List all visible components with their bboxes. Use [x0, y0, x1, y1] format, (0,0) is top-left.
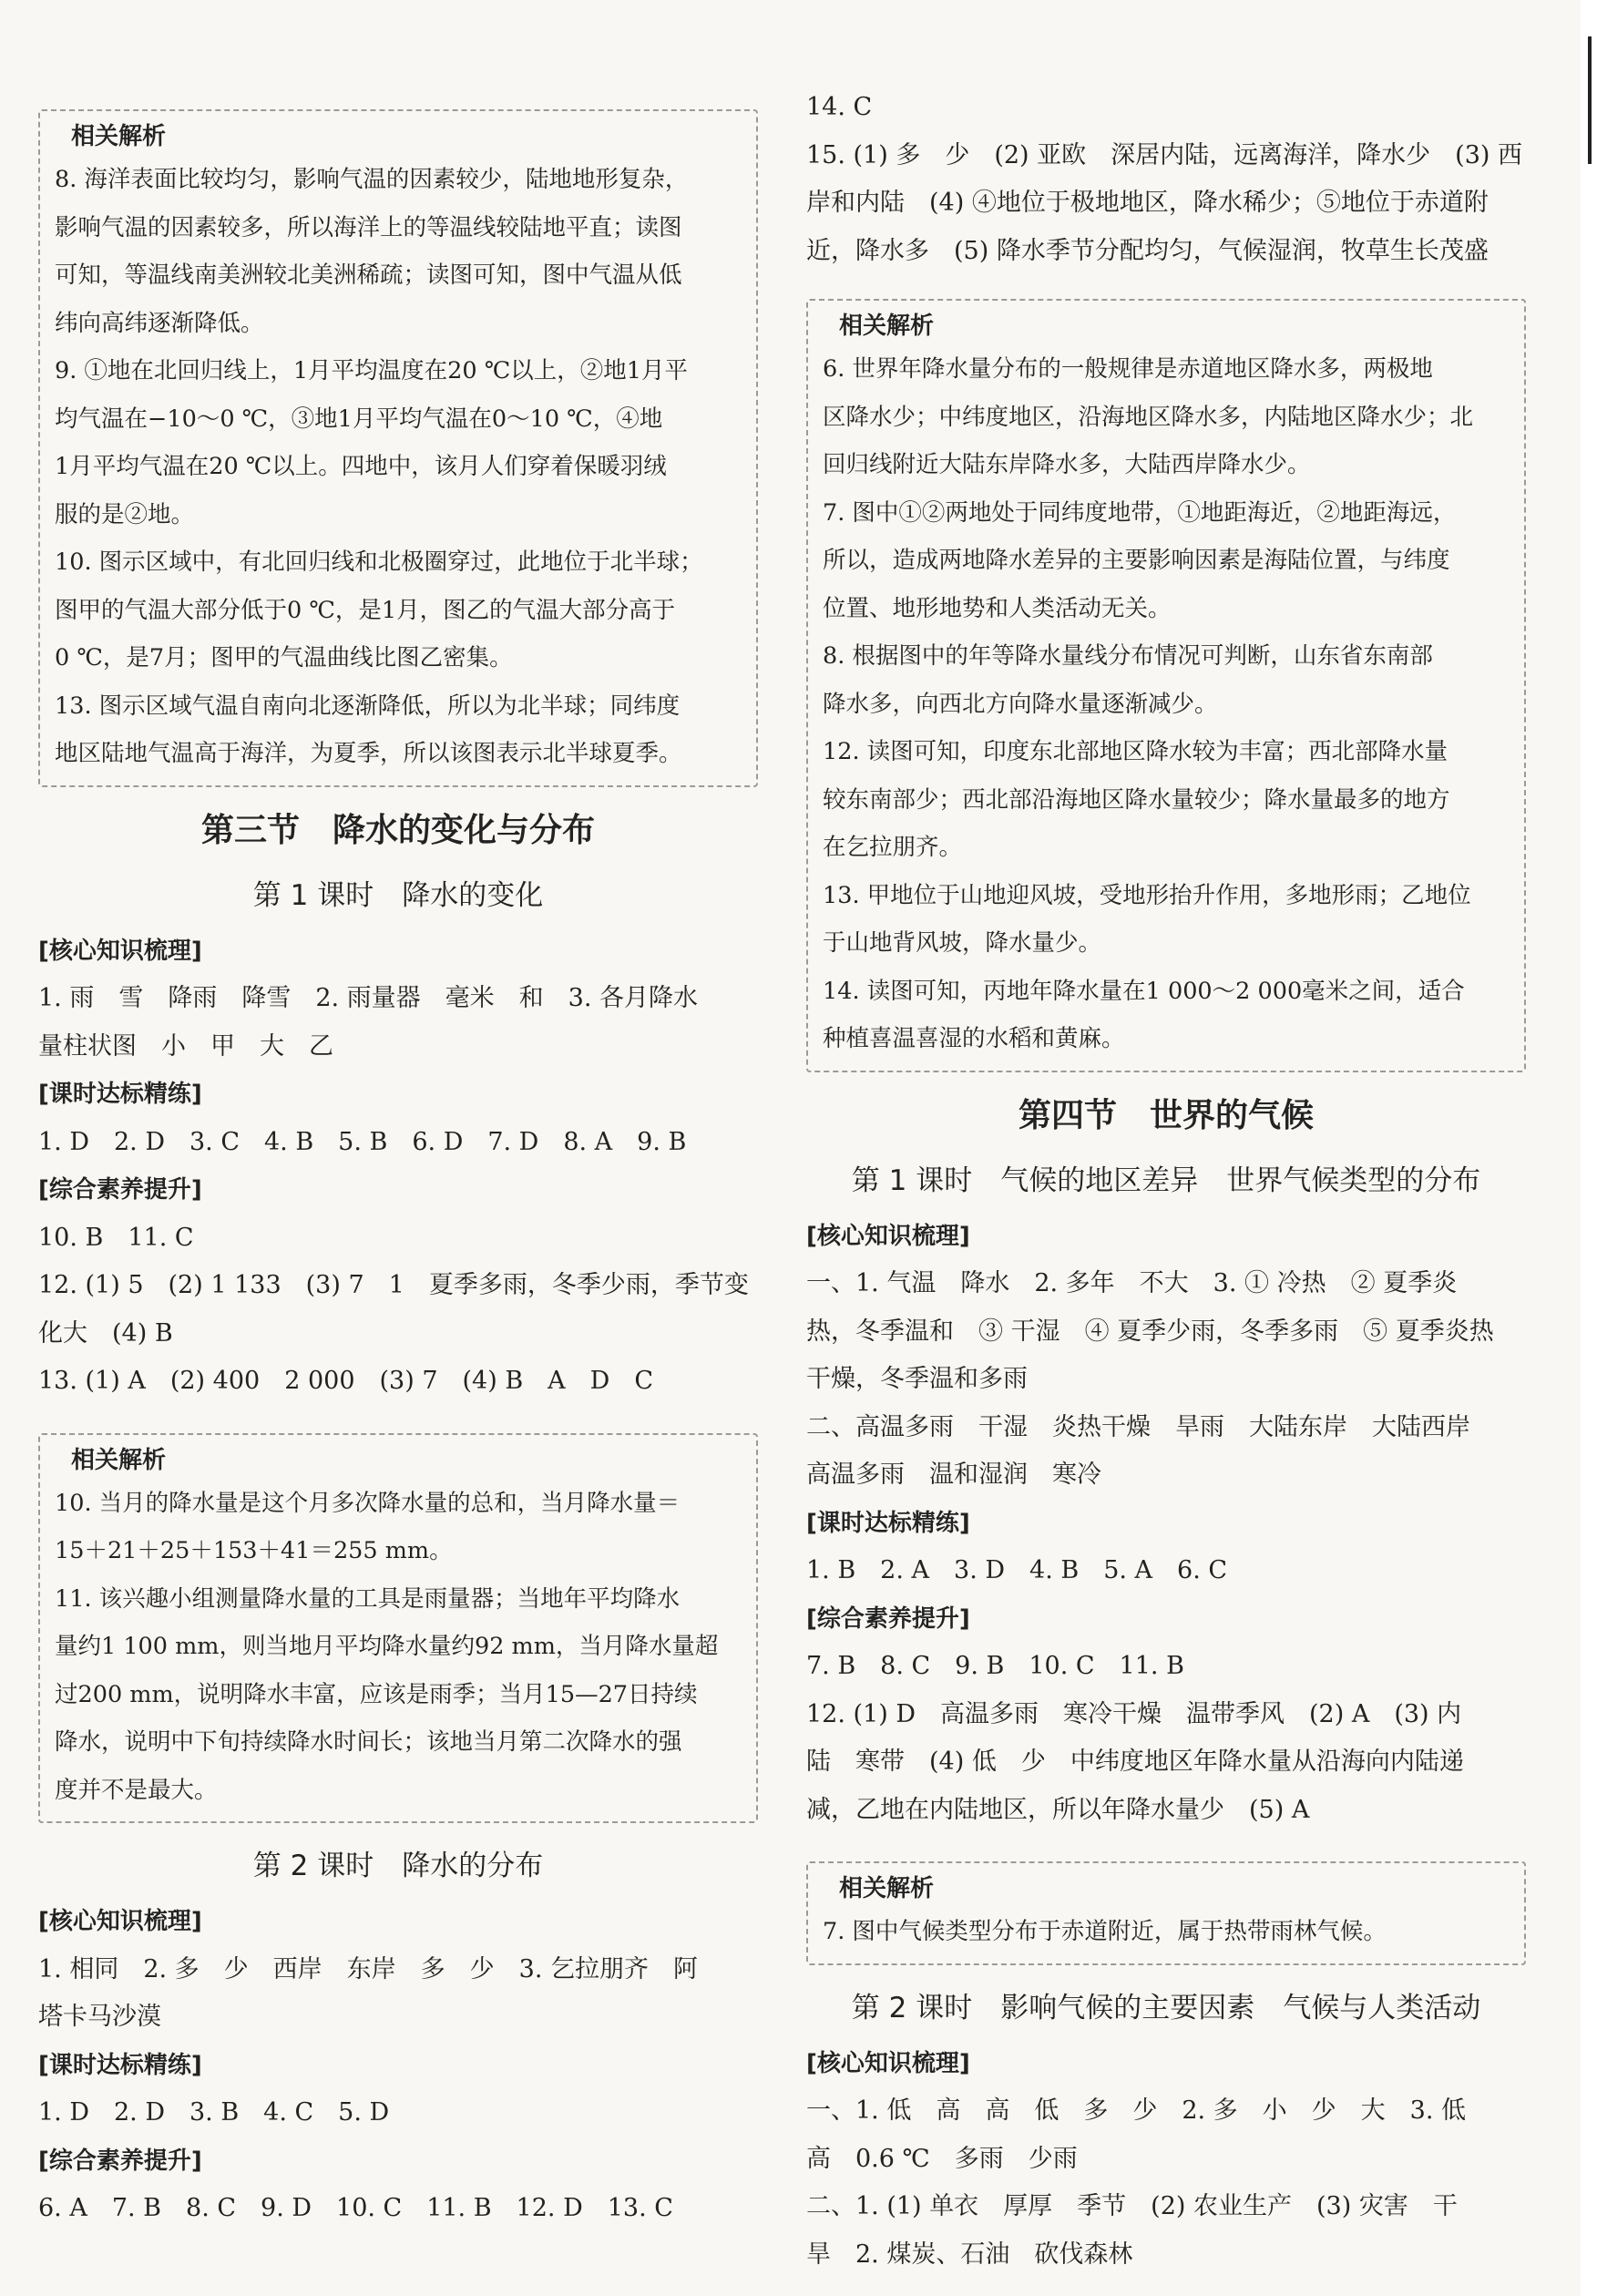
text-line: 回归线附近大陆东岸降水多，大陆西岸降水少。 [823, 451, 1311, 478]
answer-line: 旱 2. 煤炭、石油 砍伐森林 [806, 2240, 1133, 2269]
box-title: 相关解析 [832, 1873, 941, 1904]
core-knowledge-tag: [核心知识梳理] [38, 937, 202, 965]
core-knowledge-tag: [核心知识梳理] [806, 1222, 970, 1250]
answer-line: 干燥，冬季温和多雨 [806, 1365, 1028, 1393]
answer-line: 13. (1) A (2) 400 2 000 (3) 7 (4) B A D C [38, 1367, 653, 1395]
right-column [806, 84, 1526, 2279]
answer-line: 减，乙地在内陆地区，所以年降水量少 (5) A [806, 1795, 1310, 1824]
text-line: 降水，说明中下旬持续降水时间长；该地当月第二次降水的强 [55, 1728, 682, 1756]
text-line: 6. 世界年降水量分布的一般规律是赤道地区降水多，两极地 [823, 355, 1433, 383]
practice-tag: [课时达标精练] [38, 1081, 202, 1108]
lesson-title: 第 1 课时 气候的地区差异 世界气候类型的分布 [851, 1163, 1481, 1197]
text-line: 11. 该兴趣小组测量降水量的工具是雨量器；当地年平均降水 [55, 1584, 681, 1613]
answer-line: 高 0.6 ℃ 多雨 少雨 [806, 2144, 1078, 2173]
text-line: 8. 根据图中的年等降水量线分布情况可判断，山东省东南部 [823, 642, 1433, 670]
answer-line: 量柱状图 小 甲 大 乙 [38, 1031, 333, 1061]
text-line: 地区陆地气温高于海洋，为夏季，所以该图表示北半球夏季。 [55, 740, 682, 767]
analysis-box [38, 109, 758, 787]
core-knowledge-tag: [核心知识梳理] [806, 2049, 970, 2077]
text-line: 纬向高纬逐渐降低。 [55, 309, 264, 337]
answer-line: 二、高温多雨 干湿 炎热干燥 旱雨 大陆东岸 大陆西岸 [806, 1412, 1470, 1441]
answer-line: 1. D 2. D 3. C 4. B 5. B 6. D 7. D 8. A 9. B [38, 1127, 687, 1156]
practice-tag: [课时达标精练] [806, 1509, 970, 1537]
answer-line: 12. (1) 5 (2) 1 133 (3) 7 1 夏季多雨，冬季少雨，季节变 [38, 1271, 749, 1299]
lesson-title: 第 1 课时 降水的变化 [252, 878, 544, 912]
answer-line: 化大 (4) B [38, 1318, 173, 1348]
answer-line: 10. B 11. C [38, 1223, 194, 1252]
text-line: 14. 读图可知，丙地年降水量在1 000～2 000毫米之间，适合 [823, 977, 1465, 1005]
text-line: 1月平均气温在20 ℃以上。四地中，该月人们穿着保暖羽绒 [55, 453, 667, 480]
analysis-box [806, 299, 1526, 1072]
text-line: 影响气温的因素较多，所以海洋上的等温线较陆地平直；读图 [55, 213, 682, 241]
text-line: 7. 图中气候类型分布于赤道附近，属于热带雨林气候。 [823, 1918, 1387, 1945]
text-line: 0 ℃，是7月；图甲的气温曲线比图乙密集。 [55, 644, 513, 671]
box-title: 相关解析 [64, 1445, 173, 1476]
improve-tag: [综合素养提升] [38, 1176, 202, 1204]
answer-line: 一、1. 低 高 高 低 多 少 2. 多 小 少 大 3. 低 [806, 2096, 1467, 2125]
text-line: 10. 图示区域中，有北回归线和北极圈穿过，此地位于北半球； [55, 548, 703, 576]
text-line: 在乞拉朋齐。 [823, 834, 963, 861]
answer-line: 1. B 2. A 3. D 4. B 5. A 6. C [806, 1556, 1228, 1584]
answer-line: 一、1. 气温 降水 2. 多年 不大 3. ① 冷热 ② 夏季炎 [806, 1269, 1458, 1297]
analysis-box [806, 1861, 1526, 1965]
answer-line: 热，冬季温和 ③ 干湿 ④ 夏季少雨，冬季多雨 ⑤ 夏季炎热 [806, 1317, 1494, 1346]
analysis-box [38, 1433, 758, 1824]
text-line: 可知，等温线南美洲较北美洲稀疏；读图可知，图中气温从低 [55, 261, 682, 289]
answer-line: 陆 寒带 (4) 低 少 中纬度地区年降水量从沿海向内陆递 [806, 1748, 1464, 1776]
answer-line: 近，降水多 (5) 降水季节分配均匀，气候湿润，牧草生长茂盛 [806, 236, 1489, 265]
text-line: 于山地背风坡，降水量少。 [823, 929, 1102, 957]
text-line: 13. 甲地位于山地迎风坡，受地形抬升作用，多地形雨；乙地位 [823, 881, 1471, 909]
lesson-title: 第 2 课时 降水的分布 [252, 1850, 544, 1882]
text-line: 种植喜温喜湿的水稻和黄麻。 [823, 1025, 1125, 1052]
text-line: 位置、地形地势和人类活动无关。 [823, 594, 1172, 622]
answer-line: 岸和内陆 (4) ④地位于极地地区，降水稀少；⑤地位于赤道附 [806, 189, 1489, 217]
text-line: 15＋21＋25＋153＋41＝255 mm。 [55, 1537, 453, 1564]
text-line: 7. 图中①②两地处于同纬度地带，①地距海近，②地距海远， [823, 498, 1457, 527]
answer-line: 1. 相同 2. 多 少 西岸 东岸 多 少 3. 乞拉朋齐 阿 [38, 1954, 699, 1983]
left-column [38, 84, 758, 2233]
box-title: 相关解析 [832, 311, 941, 342]
text-line: 过200 mm，说明降水丰富，应该是雨季；当月15—27日持续 [55, 1680, 698, 1708]
text-line: 区降水少；中纬度地区，沿海地区降水多，内陆地区降水少；北 [823, 403, 1474, 431]
answer-line: 12. (1) D 高温多雨 寒冷干燥 温带季风 (2) A (3) 内 [806, 1699, 1462, 1728]
answer-line: 1. D 2. D 3. B 4. C 5. D [38, 2098, 390, 2127]
text-line: 降水多，向西北方向降水量逐渐减少。 [823, 690, 1218, 718]
core-knowledge-tag: [核心知识梳理] [38, 1908, 202, 1935]
text-line: 8. 海洋表面比较均匀，影响气温的因素较少，陆地地形复杂， [55, 166, 689, 193]
text-line: 10. 当月的降水量是这个月多次降水量的总和，当月降水量＝ [55, 1489, 681, 1517]
binding-line [1588, 36, 1592, 164]
text-line: 度并不是最大。 [55, 1776, 218, 1804]
improve-tag: [综合素养提升] [38, 2147, 202, 2175]
text-line: 较东南部少；西北部沿海地区降水量较少；降水量最多的地方 [823, 785, 1450, 814]
answer-line: 15. (1) 多 少 (2) 亚欧 深居内陆，远离海洋，降水少 (3) 西 [806, 140, 1523, 169]
text-line: 服的是②地。 [55, 500, 195, 528]
text-line: 13. 图示区域气温自南向北逐渐降低，所以为北半球；同纬度 [55, 692, 681, 720]
improve-tag: [综合素养提升] [806, 1604, 970, 1633]
section-title: 第四节 世界的气候 [1018, 1096, 1314, 1134]
answer-line: 塔卡马沙漠 [38, 2003, 161, 2031]
answer-line: 1. 雨 雪 降雨 降雪 2. 雨量器 毫米 和 3. 各月降水 [38, 984, 699, 1012]
lesson-title: 第 2 课时 影响气候的主要因素 气候与人类活动 [851, 1991, 1481, 2024]
text-line: 所以，造成两地降水差异的主要影响因素是海陆位置，与纬度 [823, 547, 1450, 574]
answer-line: 二、1. (1) 单衣 厚厚 季节 (2) 农业生产 (3) 灾害 干 [806, 2192, 1458, 2220]
answer-line: 14. C [806, 93, 873, 121]
page-edge [1581, 0, 1597, 2296]
text-line: 12. 读图可知，印度东北部地区降水较为丰富；西北部降水量 [823, 738, 1449, 765]
text-line: 图甲的气温大部分低于0 ℃，是1月，图乙的气温大部分高于 [55, 596, 676, 624]
answer-line: 7. B 8. C 9. B 10. C 11. B [806, 1652, 1184, 1680]
box-title: 相关解析 [64, 121, 173, 152]
text-line: 9. ①地在北回归线上，1月平均温度在20 ℃以上，②地1月平 [55, 357, 688, 384]
section-title: 第三节 降水的变化与分布 [200, 811, 595, 849]
answer-line: 6. A 7. B 8. C 9. D 10. C 11. B 12. D 13. C [38, 2194, 673, 2222]
text-line: 量约1 100 mm，则当地月平均降水量约92 mm，当月降水量超 [55, 1633, 719, 1660]
text-line: 均气温在−10～0 ℃，③地1月平均气温在0～10 ℃，④地 [55, 405, 663, 433]
practice-tag: [课时达标精练] [38, 2051, 202, 2079]
answer-line: 高温多雨 温和湿润 寒冷 [806, 1461, 1101, 1489]
